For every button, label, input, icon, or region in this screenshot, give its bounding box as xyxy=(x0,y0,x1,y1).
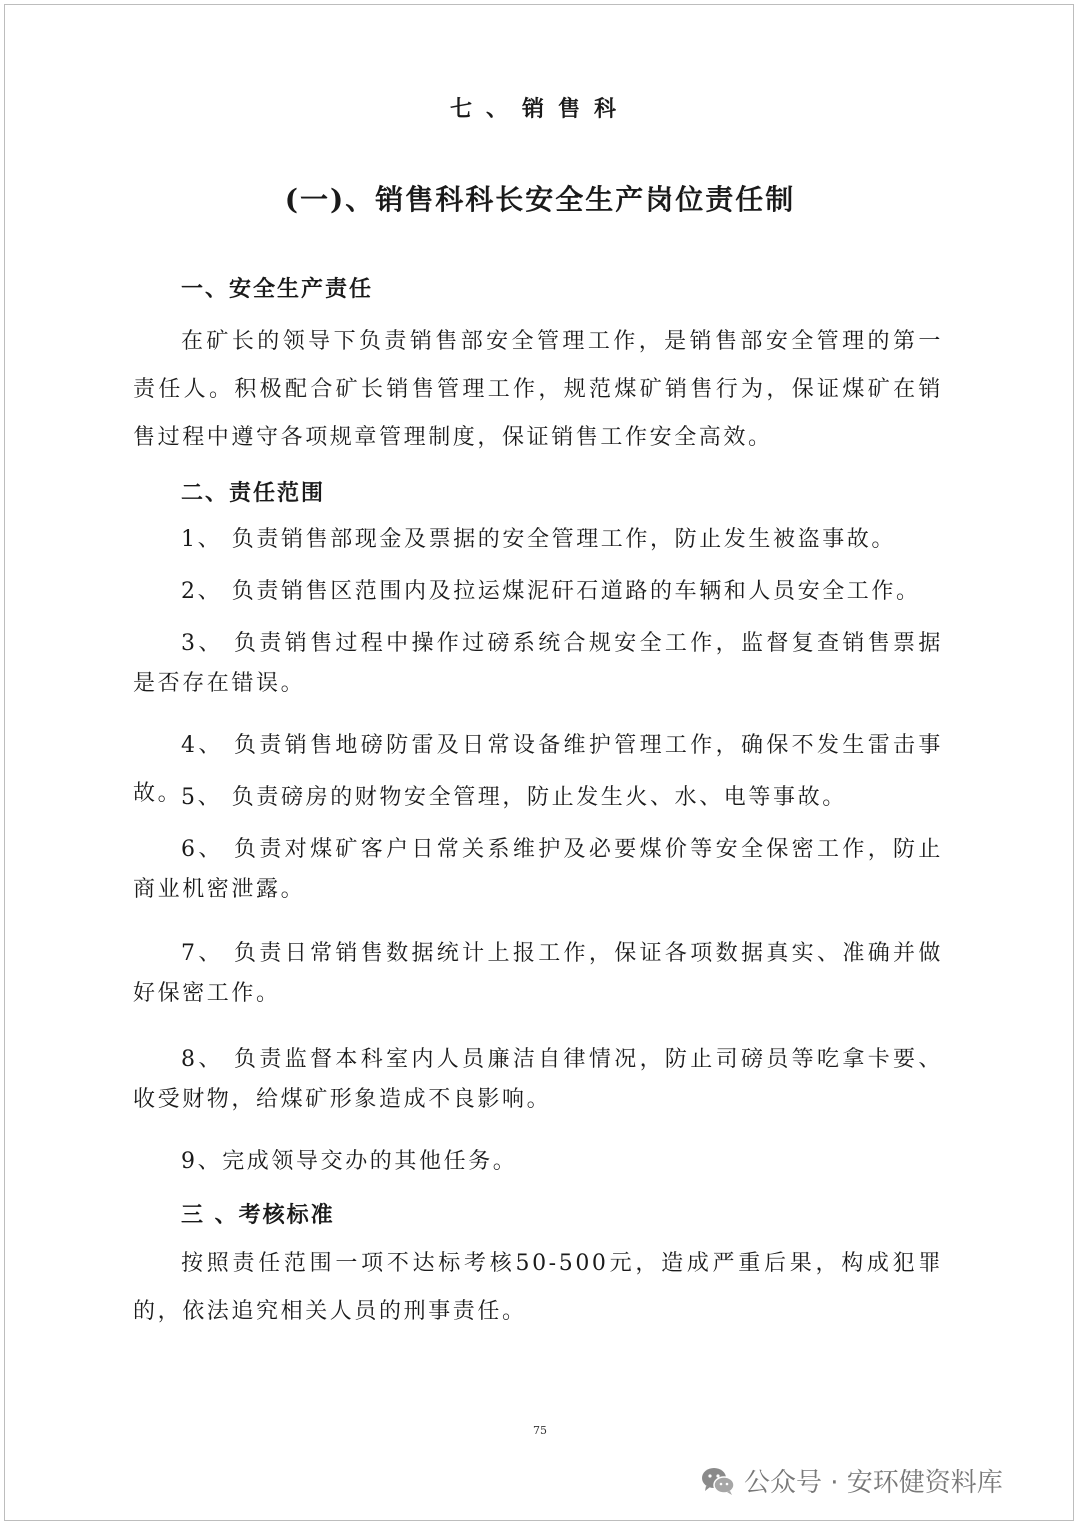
list-item: 9、完成领导交办的其他任务。 xyxy=(181,1149,518,1174)
section-heading-responsibility: 一、安全生产责任 xyxy=(181,276,374,302)
section-heading-scope: 二、责任范围 xyxy=(181,480,326,506)
list-item: 3、 负责销售过程中操作过磅系统合规安全工作，监督复查销售票据是否存在错误。 xyxy=(133,631,943,696)
section-heading-assessment: 三 、考核标准 xyxy=(181,1202,335,1228)
section-body-assessment: 按照责任范围一项不达标考核50-500元，造成严重后果，构成犯罪的，依法追究相关人员的刑事责任。 xyxy=(133,1251,943,1324)
list-item: 1、 负责销售部现金及票据的安全管理工作，防止发生被盗事故。 xyxy=(181,527,896,552)
wechat-icon xyxy=(700,1465,736,1497)
document-title: (一)、销售科科长安全生产岗位责任制 xyxy=(284,183,796,216)
list-item: 2、 负责销售区范围内及拉运煤泥矸石道路的车辆和人员安全工作。 xyxy=(181,579,921,604)
list-item: 4、 负责销售地磅防雷及日常设备维护管理工作，确保不发生雷击事故。 xyxy=(133,733,943,806)
list-item: 7、 负责日常销售数据统计上报工作，保证各项数据真实、准确并做好保密工作。 xyxy=(133,941,943,1006)
list-item: 6、 负责对煤矿客户日常关系维护及必要煤价等安全保密工作，防止商业机密泄露。 xyxy=(133,837,943,902)
chapter-title: 七、销售科 xyxy=(449,96,630,122)
watermark-text: 公众号 · 安环健资料库 xyxy=(744,1468,1003,1498)
list-item: 5、 负责磅房的财物安全管理，防止发生火、水、电等事故。 xyxy=(181,785,847,810)
watermark xyxy=(700,1462,1003,1499)
page-number: 75 xyxy=(533,1424,547,1437)
list-item: 8、 负责监督本科室内人员廉洁自律情况，防止司磅员等吃拿卡要、收受财物，给煤矿形象造成不良影响。 xyxy=(133,1047,943,1112)
section-body-responsibility: 在矿长的领导下负责销售部安全管理工作，是销售部安全管理的第一责任人。积极配合矿长销售管理工作，规范煤矿销售行为，保证煤矿在销售过程中遵守各项规章管理制度，保证销售工作安全高效。 xyxy=(133,329,943,450)
